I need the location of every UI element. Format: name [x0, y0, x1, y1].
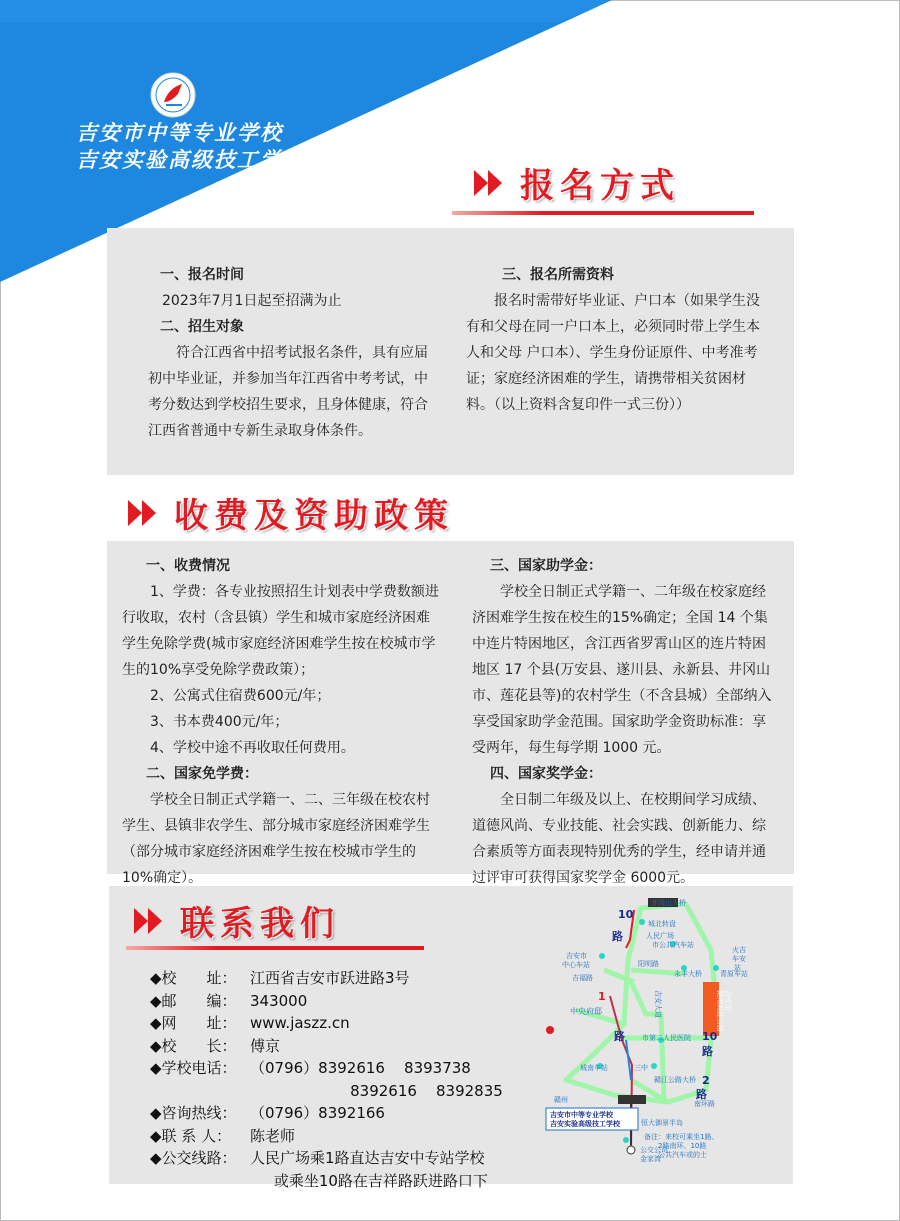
enrollment-left-column [148, 262, 435, 444]
charges-item: 1、学费：各专业按照招生计划表中学费数额进行收取，农村（含县镇）学生和城市家庭经济困难学生免除学费(城市家庭经济困难学生按在校城市学生的10%享受免除学费政策）； [122, 584, 439, 678]
route-label: 10 [618, 908, 634, 921]
contact-title-text: 联系我们 [180, 904, 340, 944]
map-label: 公交公司 [640, 1146, 668, 1154]
fees-title-text: 收费及资助政策 [174, 496, 454, 536]
contact-label: ◆网 址： [150, 1014, 237, 1032]
bridge-marker [618, 1095, 646, 1104]
route-label: 2 [702, 1074, 710, 1087]
bus-route-value: 或乘坐10路在吉祥路跃进路口下 [250, 1171, 488, 1190]
school-location-label: 吉安实验高级技工学校 [550, 1120, 620, 1128]
contact-value: 343000 [250, 991, 308, 1010]
route-label: 路 [702, 1045, 713, 1058]
enrollment-section-title [474, 158, 680, 207]
scholarship-heading: 四、国家奖学金： [490, 766, 602, 782]
contact-label: ◆公交线路： [150, 1149, 237, 1167]
contact-row [150, 1080, 503, 1103]
contact-row [150, 990, 503, 1013]
map-label: 市公共汽车站 [652, 941, 694, 949]
phone-value: 8392616 8392835 [250, 1081, 503, 1100]
free-tuition-text: 学校全日制正式学籍一、二、三年级在校农村学生、县镇非农学生、部分城市家庭经济困难学生（部分城市家庭经济困难学生按在校城市学生的10%确定）。 [122, 792, 430, 886]
contact-row [150, 1035, 503, 1058]
hotline-value: （0796）8392166 [250, 1104, 385, 1122]
contact-label: ◆校 址： [150, 969, 237, 987]
enrollment-title-text: 报名方式 [520, 166, 680, 206]
contact-row [150, 1147, 503, 1170]
enrollment-right-column [466, 262, 770, 418]
contact-label: ◆邮 编： [150, 991, 237, 1010]
map-label: 备注：来校可乘坐1路、 [644, 1133, 719, 1141]
contact-row [150, 1012, 503, 1035]
map-label: 井冈山大桥 [651, 899, 686, 907]
school-name-primary: 吉安市中等专业学校 [76, 121, 283, 145]
map-roads [566, 904, 716, 1102]
map-label: 吉安至 [724, 990, 732, 1011]
target-heading: 二、招生对象 [160, 319, 244, 335]
map-label: 车安 [732, 955, 746, 963]
map-label: 2路南环、10路 [658, 1142, 707, 1150]
map-label: 火吉 [732, 946, 746, 954]
route-label: 1 [598, 990, 606, 1003]
route-label: 路 [614, 1030, 625, 1043]
map-label: 吉安大道 [654, 990, 662, 1018]
map-label: 南环路 [694, 1100, 715, 1108]
double-arrow-icon [474, 168, 508, 198]
fees-right-column [472, 553, 777, 891]
time-text: 2023年7月1日起至招满为止 [162, 293, 342, 309]
route-label: 路 [696, 1088, 707, 1101]
map-label: 金家湾 [640, 1155, 661, 1163]
contact-row [150, 967, 503, 990]
route-label: 10 [702, 1030, 718, 1043]
map-label: 中心车站 [562, 961, 590, 969]
grant-text: 学校全日制正式学籍一、二年级在校家庭经济困难学生按在校生的15%确定；全国 14 个集中连片特困地区，含江西省罗霄山区的连片特困地区 17 个县(万安县、遂川县、永新县、井冈山市、莲花县等)的农村学生（不含县城）全部纳入享受国家助学金范围。国家助学金资助标准：享受两年，每生每学期 1000 元。 [472, 584, 772, 756]
map-label: 中央府邸 [570, 1007, 602, 1016]
map-label: 站 [734, 964, 741, 972]
free-tuition-heading: 二、国家免学费： [146, 766, 258, 782]
school-logo-icon [150, 72, 196, 118]
contact-title-underline [126, 946, 424, 950]
map-label: 吉安市 [566, 952, 587, 960]
route-map [536, 890, 786, 1180]
website-value: www.jaszz.cn [250, 1014, 350, 1032]
school-names [76, 120, 306, 174]
map-label: 三中 [634, 1064, 648, 1072]
map-label: 公共汽车或的士 [658, 1151, 707, 1159]
contact-section-title [134, 896, 340, 945]
contact-label: ◆学校电话： [150, 1059, 237, 1077]
charges-heading: 一、收费情况 [146, 558, 230, 574]
contact-list [150, 967, 503, 1192]
contact-value: 陈老师 [250, 1126, 296, 1145]
map-label: 阳明路 [638, 960, 659, 968]
charges-item: 4、学校中途不再收取任何费用。 [150, 740, 355, 756]
map-label: 人民广场 [646, 932, 674, 940]
grant-heading: 三、国家助学金： [490, 558, 602, 574]
map-label: 恒大御景半岛 [641, 1119, 683, 1127]
map-label: 永丰大桥 [674, 970, 702, 978]
target-text: 符合江西省中招考试报名条件，具有应届初中毕业证，并参加当年江西省中考考试，中考分数达到学校招生要求，且身体健康，符合江西省普通中专新生录取身体条件。 [148, 345, 428, 439]
fees-left-column [122, 553, 442, 891]
route-label: 路 [612, 930, 623, 943]
map-label: 赣州 [554, 1096, 568, 1104]
school-location-label: 吉安市中等专业学校 [550, 1111, 613, 1119]
contact-label: ◆校 长： [150, 1036, 237, 1055]
contact-label [150, 1170, 250, 1193]
map-marker [627, 1146, 635, 1154]
enrollment-title-underline [452, 211, 754, 215]
contact-value: 江西省吉安市跃进路3号 [250, 969, 410, 987]
charges-item: 3、书本费400元/年； [150, 714, 289, 730]
materials-text: 报名时需带好毕业证、户口本（如果学生没有和父母在同一户口本上，必须同时带上学生本人和父母 户口本）、学生身份证原件、中考准考证；家庭经济困难的学生，请携带相关贫困材料。（以上资料含复印件一式三份）） [466, 293, 760, 413]
map-label: 城北转盘 [648, 920, 676, 928]
map-label: 赣州高速公路 [716, 990, 724, 1032]
double-arrow-icon [128, 498, 162, 528]
map-label: 赣江公路大桥 [654, 1076, 696, 1084]
scholarship-text: 全日制二年级及以上、在校期间学习成绩、道德风尚、专业技能、社会实践、创新能力、综合素质等方面表现特别优秀的学生，经申请并通过评审可获得国家奖学金 6000元。 [472, 792, 766, 886]
contact-row [150, 1102, 503, 1125]
contact-row [150, 1170, 503, 1193]
bus-route-value: 人民广场乘1路直达吉安中专站学校 [250, 1149, 485, 1167]
double-arrow-icon [134, 906, 168, 936]
map-label: 青原车站 [720, 970, 748, 978]
contact-label: ◆咨询热线： [150, 1104, 237, 1122]
contact-row [150, 1125, 503, 1148]
phone-value: （0796）8392616 8393738 [250, 1059, 471, 1077]
materials-heading: 三、报名所需资料 [502, 267, 614, 283]
map-label: 城南车站 [580, 1064, 608, 1072]
map-marker [546, 1026, 554, 1034]
contact-value: 傅京 [250, 1036, 281, 1055]
map-label: 吉福路 [572, 974, 593, 982]
contact-label: ◆联 系 人： [150, 1126, 232, 1145]
map-label: 市第二人民医院 [642, 1034, 691, 1042]
contact-row [150, 1057, 503, 1080]
contact-label [150, 1080, 250, 1103]
charges-item: 2、公寓式住宿费600元/年； [150, 688, 331, 704]
time-heading: 一、报名时间 [160, 267, 244, 283]
fees-section-title [128, 488, 454, 537]
school-name-secondary: 吉安实验高级技工学校 [76, 148, 306, 172]
